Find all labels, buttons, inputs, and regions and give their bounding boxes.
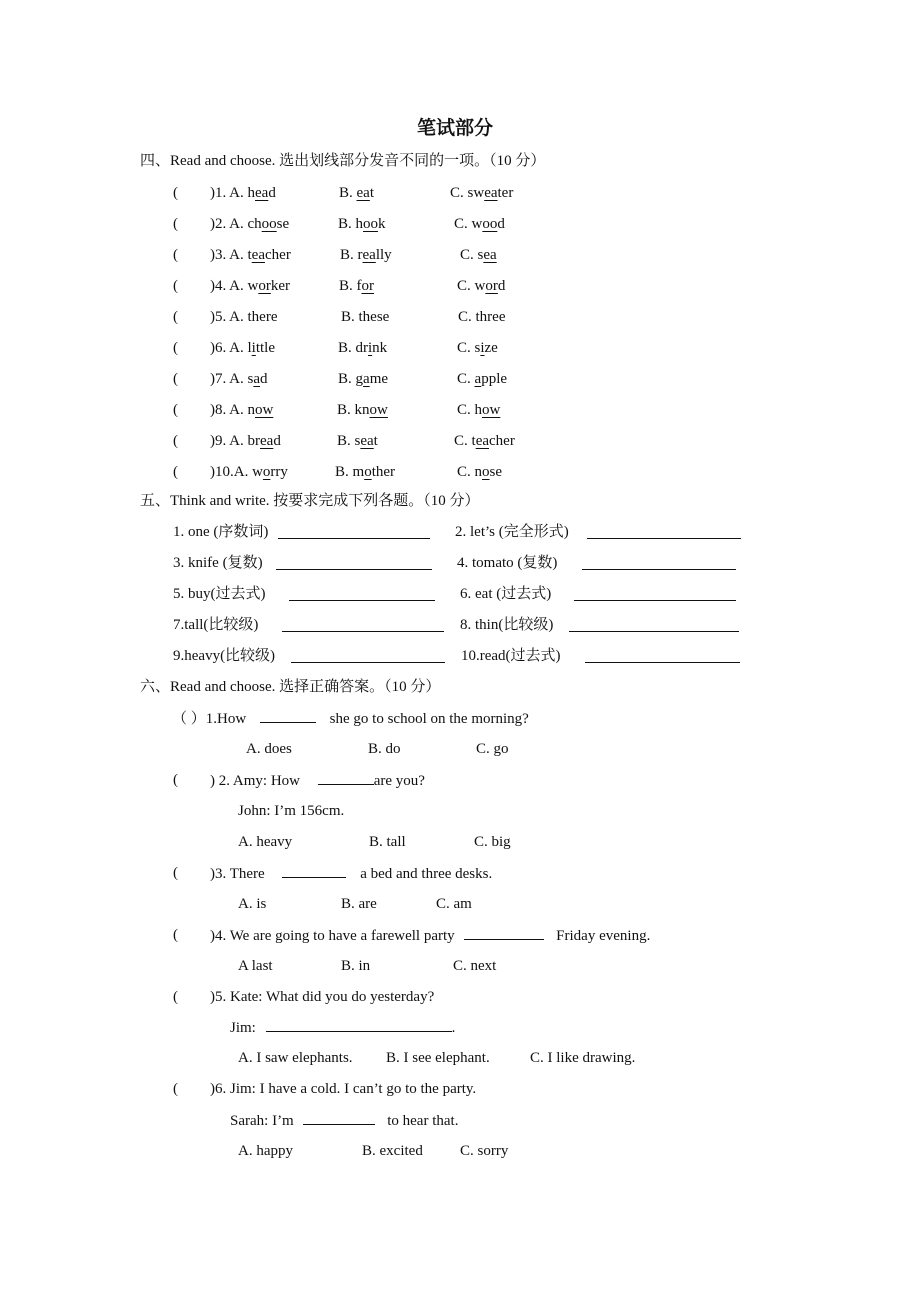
write-item-label: 3. knife (复数) bbox=[173, 555, 263, 571]
question-line: John: I’m 156cm. bbox=[238, 803, 345, 819]
option-a: )7. A. sad bbox=[210, 371, 268, 387]
option-a: )6. A. little bbox=[210, 340, 276, 356]
question-6-6: )6. Jim: I have a cold. I can’t go to the party. bbox=[210, 1081, 477, 1097]
write-item-label: 6. eat (过去式) bbox=[460, 586, 552, 602]
option-c: C. sorry bbox=[460, 1143, 509, 1159]
answer-blank[interactable] bbox=[278, 524, 430, 545]
write-item-label: 8. thin(比较级) bbox=[460, 617, 554, 633]
answer-blank[interactable] bbox=[582, 555, 736, 576]
option-c: C. sweater bbox=[450, 185, 514, 201]
option-c: C. sea bbox=[460, 247, 497, 263]
option-c: C. am bbox=[436, 896, 472, 912]
option-c: C. big bbox=[474, 834, 511, 850]
answer-paren[interactable]: ( bbox=[173, 1081, 178, 1097]
answer-blank[interactable] bbox=[585, 648, 740, 669]
option-c: C. word bbox=[457, 278, 506, 294]
option-c: C. how bbox=[457, 402, 501, 418]
write-item-label: 4. tomato (复数) bbox=[457, 555, 558, 571]
option-a: )1. A. head bbox=[210, 185, 276, 201]
answer-blank[interactable] bbox=[282, 617, 444, 638]
option-c: C. go bbox=[476, 741, 509, 757]
answer-paren[interactable]: ( bbox=[173, 309, 178, 325]
option-c: C. next bbox=[453, 958, 497, 974]
question-6-2: ) 2. Amy: How are you? bbox=[210, 770, 425, 791]
answer-paren[interactable]: ( bbox=[173, 772, 178, 788]
option-c: C. wood bbox=[454, 216, 505, 232]
write-item-label: 2. let’s (完全形式) bbox=[455, 524, 569, 540]
answer-blank[interactable] bbox=[289, 586, 435, 607]
answer-blank[interactable] bbox=[291, 648, 445, 669]
page-title: 笔试部分 bbox=[417, 117, 494, 139]
answer-paren[interactable]: ( bbox=[173, 340, 178, 356]
option-b: B. seat bbox=[337, 433, 378, 449]
answer-blank[interactable] bbox=[282, 863, 346, 878]
answer-paren[interactable]: ( bbox=[173, 865, 178, 881]
answer-blank[interactable] bbox=[276, 555, 432, 576]
option-a: )2. A. choose bbox=[210, 216, 290, 232]
option-b: B. mother bbox=[335, 464, 396, 480]
option-b: B. really bbox=[340, 247, 392, 263]
answer-paren[interactable]: ( bbox=[173, 989, 178, 1005]
option-a: A. is bbox=[238, 896, 267, 912]
answer-paren[interactable]: （ ）1.How bbox=[172, 711, 247, 727]
option-b: B. are bbox=[341, 896, 377, 912]
option-a: )8. A. now bbox=[210, 402, 274, 418]
option-a: )9. A. bread bbox=[210, 433, 281, 449]
write-item-label: 7.tall(比较级) bbox=[173, 617, 259, 633]
answer-blank[interactable] bbox=[569, 617, 739, 638]
section-5-heading: 五、Think and write. 按要求完成下列各题。（10 分） bbox=[140, 493, 480, 509]
answer-paren[interactable]: ( bbox=[173, 278, 178, 294]
section-6-heading: 六、Read and choose. 选择正确答案。（10 分） bbox=[140, 679, 441, 695]
option-c: C. size bbox=[457, 340, 498, 356]
answer-paren[interactable]: ( bbox=[173, 402, 178, 418]
option-a: A last bbox=[238, 958, 273, 974]
question-line: Sarah: I’m to hear that. bbox=[230, 1110, 458, 1131]
answer-paren[interactable]: ( bbox=[173, 185, 178, 201]
option-a: A. heavy bbox=[238, 834, 293, 850]
answer-paren[interactable]: ( bbox=[173, 216, 178, 232]
option-a: A. I saw elephants. bbox=[238, 1050, 353, 1066]
option-b: B. drink bbox=[338, 340, 388, 356]
option-b: B. game bbox=[338, 371, 389, 387]
question-6-4: )4. We are going to have a farewell party Friday evening. bbox=[210, 925, 650, 946]
option-b: B. tall bbox=[369, 834, 406, 850]
answer-paren[interactable]: ( bbox=[173, 433, 178, 449]
write-item-label: 5. buy(过去式) bbox=[173, 586, 266, 602]
option-a: )4. A. worker bbox=[210, 278, 290, 294]
answer-paren[interactable]: ( bbox=[173, 464, 178, 480]
option-a: A. happy bbox=[238, 1143, 293, 1159]
option-a: )5. A. there bbox=[210, 309, 278, 325]
option-c: C. apple bbox=[457, 371, 508, 387]
write-item-label: 9.heavy(比较级) bbox=[173, 648, 276, 664]
answer-blank[interactable] bbox=[464, 925, 544, 940]
answer-blank[interactable] bbox=[266, 1017, 452, 1032]
option-c: C. I like drawing. bbox=[530, 1050, 636, 1066]
question-6-1: （ ）1.How she go to school on the morning? bbox=[172, 708, 529, 729]
answer-blank[interactable] bbox=[318, 770, 374, 785]
option-b: B. know bbox=[337, 402, 388, 418]
option-a: A. does bbox=[246, 741, 292, 757]
write-item-label: 10.read(过去式) bbox=[461, 648, 561, 664]
option-c: C. teacher bbox=[454, 433, 515, 449]
option-b: B. for bbox=[339, 278, 374, 294]
option-b: B. do bbox=[368, 741, 401, 757]
question-6-3: )3. There a bed and three desks. bbox=[210, 863, 492, 884]
question-line: Jim: . bbox=[230, 1017, 455, 1038]
answer-paren[interactable]: ( bbox=[173, 247, 178, 263]
option-b: B. in bbox=[341, 958, 371, 974]
question-6-5: )5. Kate: What did you do yesterday? bbox=[210, 989, 435, 1005]
option-b: B. I see elephant. bbox=[386, 1050, 490, 1066]
option-c: C. three bbox=[458, 309, 506, 325]
answer-paren[interactable]: ( bbox=[173, 371, 178, 387]
answer-blank[interactable] bbox=[574, 586, 736, 607]
option-a: )3. A. teacher bbox=[210, 247, 291, 263]
option-b: B. eat bbox=[339, 185, 375, 201]
answer-blank[interactable] bbox=[303, 1110, 375, 1125]
answer-paren[interactable]: ( bbox=[173, 927, 178, 943]
option-b: B. hook bbox=[338, 216, 386, 232]
section-4-heading: 四、Read and choose. 选出划线部分发音不同的一项。（10 分） bbox=[140, 153, 546, 169]
option-c: C. nose bbox=[457, 464, 503, 480]
option-a: )10.A. worry bbox=[210, 464, 288, 480]
answer-blank[interactable] bbox=[260, 708, 316, 723]
answer-blank[interactable] bbox=[587, 524, 741, 545]
option-b: B. excited bbox=[362, 1143, 423, 1159]
option-b: B. these bbox=[341, 309, 390, 325]
write-item-label: 1. one (序数词) bbox=[173, 524, 269, 540]
